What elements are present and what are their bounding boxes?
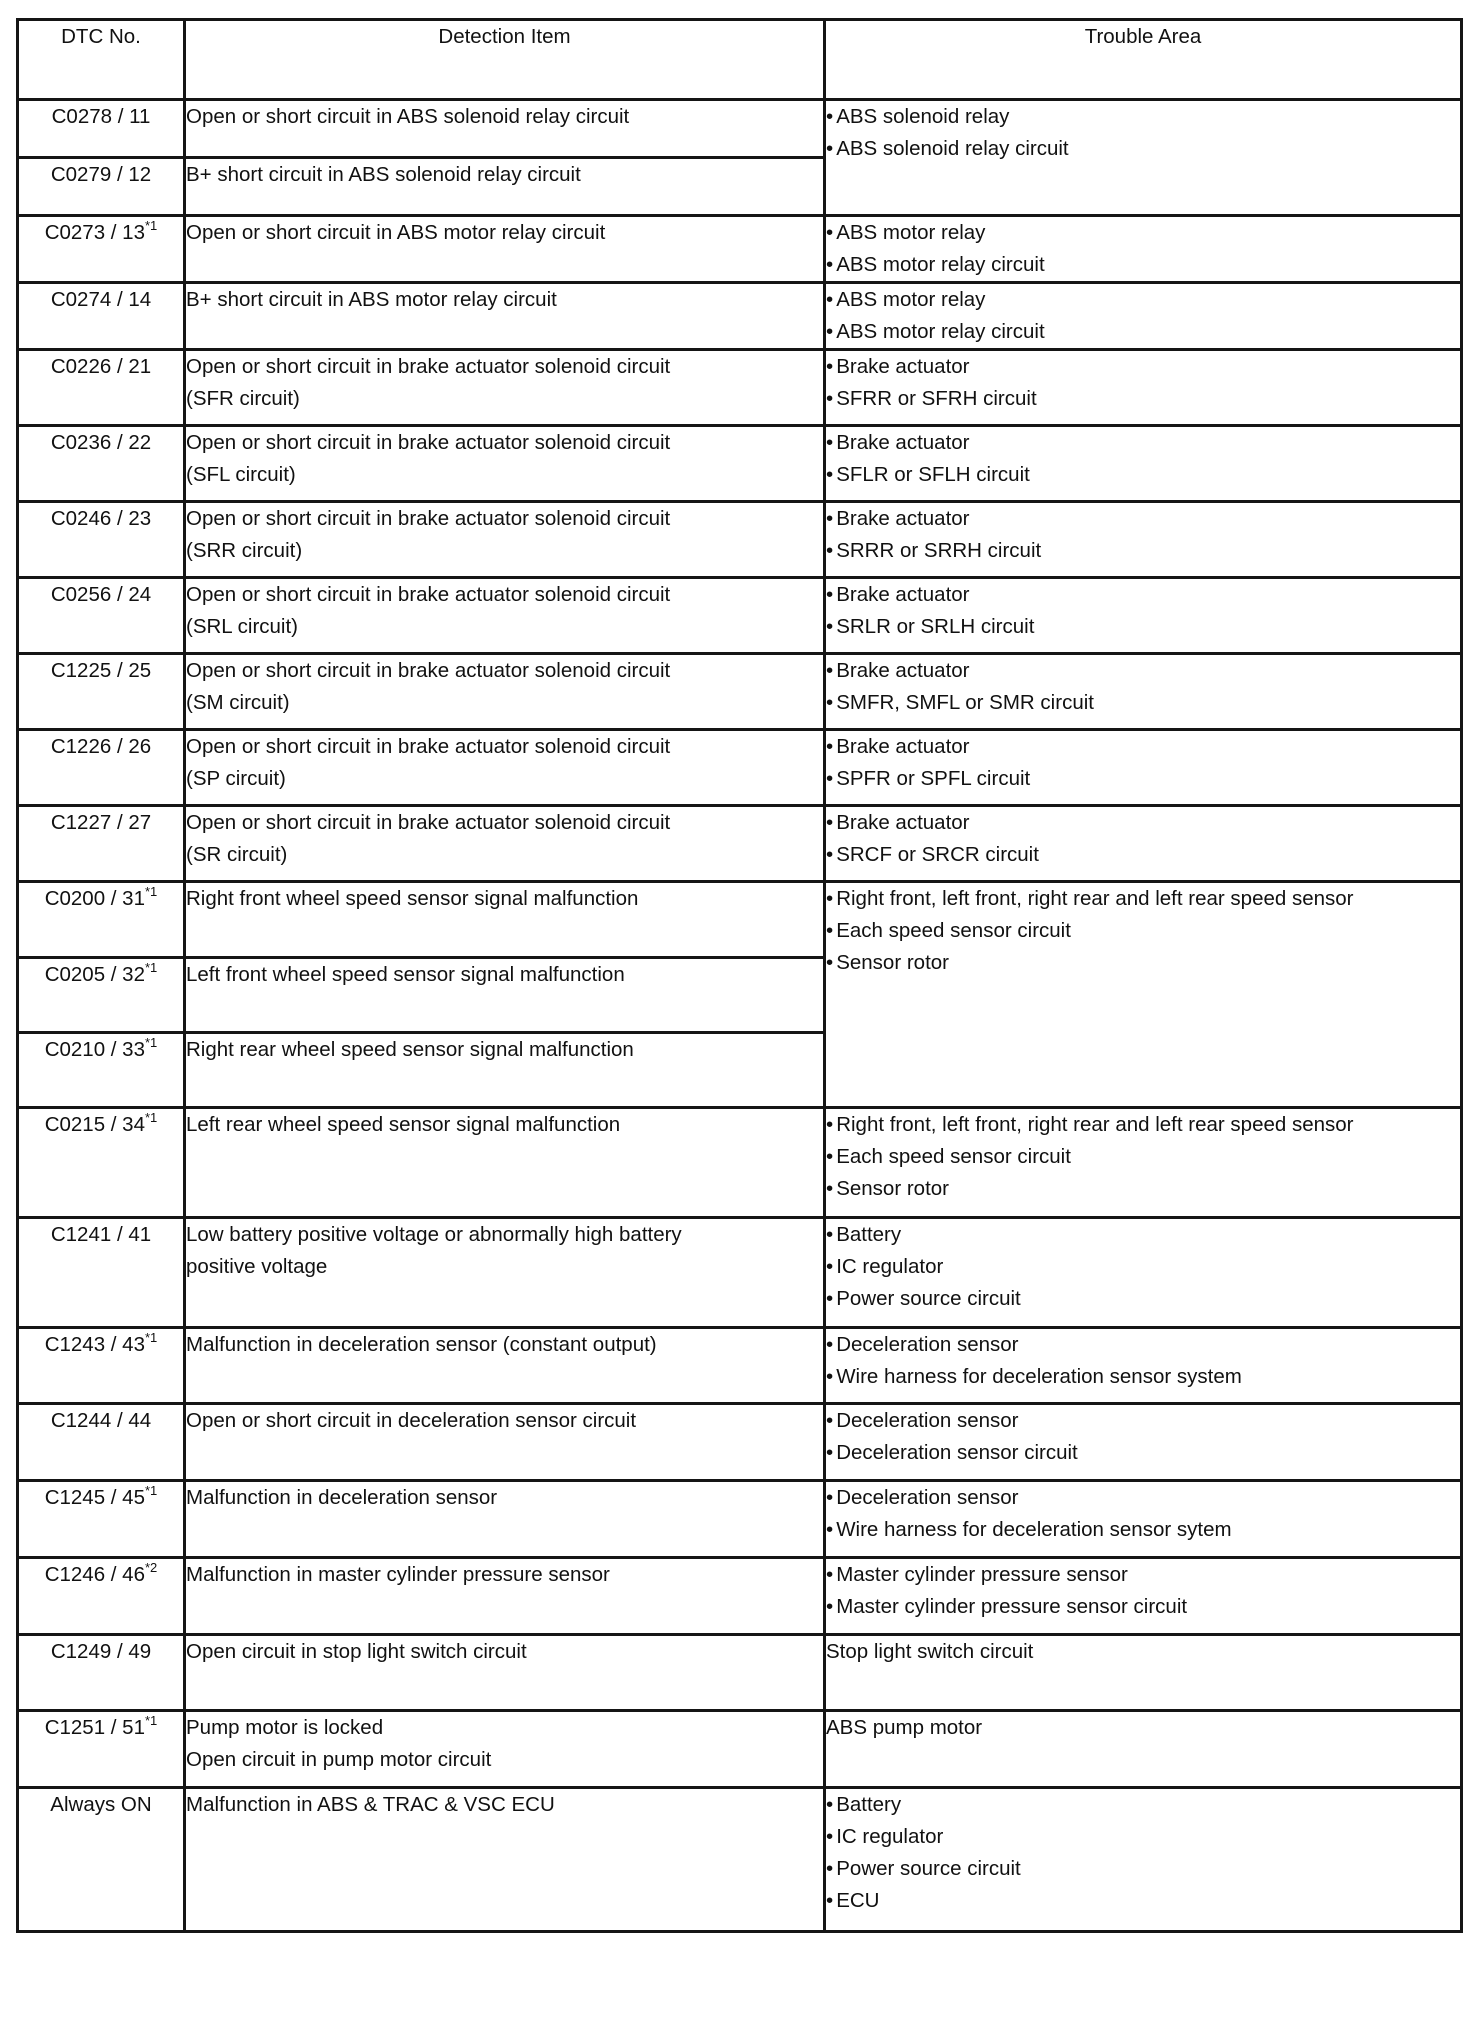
- trouble-area: [825, 426, 1462, 502]
- trouble-bullet: • ABS motor relay: [826, 284, 1460, 316]
- trouble-area: [825, 283, 1462, 350]
- detection-item: Open or short circuit in deceleration sensor circuit: [185, 1404, 825, 1481]
- trouble-bullet: • Right front, left front, right rear and left rear speed sensor: [826, 883, 1460, 915]
- table-row: [18, 806, 1462, 882]
- table-row: [18, 216, 1462, 283]
- trouble-bullet: • IC regulator: [826, 1821, 1460, 1853]
- trouble-area: [825, 1108, 1462, 1218]
- trouble-bullet: • Wire harness for deceleration sensor system: [826, 1361, 1460, 1393]
- trouble-bullet: • Power source circuit: [826, 1853, 1460, 1885]
- table-row: [18, 502, 1462, 578]
- trouble-bullet: • SRRR or SRRH circuit: [826, 535, 1460, 567]
- trouble-bullet: • SPFR or SPFL circuit: [826, 763, 1460, 795]
- dtc-number: C0205 / 32$^{*1}$: [18, 958, 185, 1033]
- trouble-bullet: • ABS solenoid relay circuit: [826, 133, 1460, 165]
- table-row: [18, 1481, 1462, 1558]
- trouble-bullet: • Each speed sensor circuit: [826, 1141, 1460, 1173]
- table-row: [18, 426, 1462, 502]
- table-row: [18, 730, 1462, 806]
- dtc-number: C0279 / 12: [18, 158, 185, 216]
- table-row: [18, 1218, 1462, 1328]
- trouble-bullet: • ABS solenoid relay: [826, 101, 1460, 133]
- trouble-bullet: • Sensor rotor: [826, 947, 1460, 979]
- detection-item: B+ short circuit in ABS motor relay circuit: [185, 283, 825, 350]
- detection-item: Open or short circuit in brake actuator solenoid circuit (SFR circuit): [185, 350, 825, 426]
- dtc-number: C0200 / 31$^{*1}$: [18, 882, 185, 958]
- trouble-bullet: • Battery: [826, 1789, 1460, 1821]
- trouble-area: [825, 1328, 1462, 1404]
- dtc-number: C1244 / 44: [18, 1404, 185, 1481]
- dtc-number: C0226 / 21: [18, 350, 185, 426]
- detection-item: Malfunction in ABS & TRAC & VSC ECU: [185, 1788, 825, 1932]
- dtc-number: C1226 / 26: [18, 730, 185, 806]
- trouble-bullet: • Each speed sensor circuit: [826, 915, 1460, 947]
- detection-item: Open or short circuit in ABS motor relay circuit: [185, 216, 825, 283]
- dtc-number: C1241 / 41: [18, 1218, 185, 1328]
- table-row: [18, 100, 1462, 158]
- dtc-number: C1225 / 25: [18, 654, 185, 730]
- dtc-table: [16, 18, 1463, 1933]
- trouble-bullet: • Wire harness for deceleration sensor sytem: [826, 1514, 1460, 1546]
- trouble-bullet: • ABS motor relay circuit: [826, 249, 1460, 281]
- trouble-bullet: • Brake actuator: [826, 655, 1460, 687]
- trouble-area: [825, 1218, 1462, 1328]
- trouble-bullet: • Deceleration sensor: [826, 1405, 1460, 1437]
- detection-item: Open circuit in stop light switch circuit: [185, 1635, 825, 1711]
- trouble-area: [825, 1404, 1462, 1481]
- detection-item: Right front wheel speed sensor signal malfunction: [185, 882, 825, 958]
- trouble-bullet: • Sensor rotor: [826, 1173, 1460, 1205]
- trouble-bullet: • IC regulator: [826, 1251, 1460, 1283]
- detection-item: Malfunction in master cylinder pressure sensor: [185, 1558, 825, 1635]
- table-row: [18, 1404, 1462, 1481]
- trouble-bullet: • Brake actuator: [826, 351, 1460, 383]
- header-detection-item: Detection Item: [185, 20, 825, 100]
- trouble-bullet: • SMFR, SMFL or SMR circuit: [826, 687, 1460, 719]
- dtc-number: C1243 / 43$^{*1}$: [18, 1328, 185, 1404]
- trouble-bullet: • Power source circuit: [826, 1283, 1460, 1315]
- trouble-bullet: • Deceleration sensor: [826, 1482, 1460, 1514]
- detection-item: Pump motor is locked Open circuit in pump motor circuit: [185, 1711, 825, 1788]
- dtc-number: C1245 / 45$^{*1}$: [18, 1481, 185, 1558]
- table-row: [18, 578, 1462, 654]
- table-row: [18, 1788, 1462, 1932]
- trouble-bullet: • Brake actuator: [826, 579, 1460, 611]
- detection-item: B+ short circuit in ABS solenoid relay circuit: [185, 158, 825, 216]
- trouble-bullet: • SRLR or SRLH circuit: [826, 611, 1460, 643]
- trouble-bullet: • ECU: [826, 1885, 1460, 1917]
- detection-item: Open or short circuit in brake actuator solenoid circuit (SRL circuit): [185, 578, 825, 654]
- header-dtc-no: DTC No.: [18, 20, 185, 100]
- detection-item: Open or short circuit in brake actuator solenoid circuit (SP circuit): [185, 730, 825, 806]
- trouble-bullet: • Brake actuator: [826, 503, 1460, 535]
- trouble-area: [825, 100, 1462, 216]
- trouble-area: [825, 578, 1462, 654]
- table-row: [18, 1328, 1462, 1404]
- dtc-number: C0210 / 33$^{*1}$: [18, 1033, 185, 1108]
- detection-item: Open or short circuit in brake actuator solenoid circuit (SRR circuit): [185, 502, 825, 578]
- detection-item: Left rear wheel speed sensor signal malfunction: [185, 1108, 825, 1218]
- trouble-area: [825, 654, 1462, 730]
- detection-item: Malfunction in deceleration sensor (constant output): [185, 1328, 825, 1404]
- trouble-area: [825, 730, 1462, 806]
- trouble-area: [825, 502, 1462, 578]
- trouble-area: [825, 1788, 1462, 1932]
- detection-item: Low battery positive voltage or abnormally high battery positive voltage: [185, 1218, 825, 1328]
- trouble-area: [825, 806, 1462, 882]
- trouble-bullet: • Brake actuator: [826, 427, 1460, 459]
- table-row: [18, 1711, 1462, 1788]
- trouble-bullet: • Deceleration sensor circuit: [826, 1437, 1460, 1469]
- dtc-number: C1251 / 51$^{*1}$: [18, 1711, 185, 1788]
- dtc-number: C0256 / 24: [18, 578, 185, 654]
- table-row: [18, 1558, 1462, 1635]
- trouble-bullet: • Right front, left front, right rear and left rear speed sensor: [826, 1109, 1460, 1141]
- detection-item: Left front wheel speed sensor signal malfunction: [185, 958, 825, 1033]
- detection-item: Open or short circuit in brake actuator solenoid circuit (SM circuit): [185, 654, 825, 730]
- trouble-bullet: • Master cylinder pressure sensor: [826, 1559, 1460, 1591]
- detection-item: Open or short circuit in brake actuator solenoid circuit (SR circuit): [185, 806, 825, 882]
- trouble-area: Stop light switch circuit: [825, 1635, 1462, 1711]
- dtc-number: C0274 / 14: [18, 283, 185, 350]
- detection-item: Malfunction in deceleration sensor: [185, 1481, 825, 1558]
- detection-item: Open or short circuit in brake actuator solenoid circuit (SFL circuit): [185, 426, 825, 502]
- table-row: [18, 1108, 1462, 1218]
- trouble-bullet: • Master cylinder pressure sensor circuit: [826, 1591, 1460, 1623]
- trouble-area: [825, 350, 1462, 426]
- trouble-area: [825, 1558, 1462, 1635]
- dtc-number: C1249 / 49: [18, 1635, 185, 1711]
- trouble-area: [825, 216, 1462, 283]
- dtc-number: C0273 / 13$^{*1}$: [18, 216, 185, 283]
- trouble-area: [825, 882, 1462, 1108]
- table-row: [18, 283, 1462, 350]
- detection-item: Open or short circuit in ABS solenoid relay circuit: [185, 100, 825, 158]
- table-row: [18, 654, 1462, 730]
- dtc-number: C0236 / 22: [18, 426, 185, 502]
- dtc-number: C1246 / 46$^{*2}$: [18, 1558, 185, 1635]
- dtc-number: C0278 / 11: [18, 100, 185, 158]
- trouble-bullet: • Brake actuator: [826, 807, 1460, 839]
- trouble-bullet: • ABS motor relay circuit: [826, 316, 1460, 348]
- trouble-area: ABS pump motor: [825, 1711, 1462, 1788]
- trouble-bullet: • Brake actuator: [826, 731, 1460, 763]
- dtc-number: Always ON: [18, 1788, 185, 1932]
- trouble-area: [825, 1481, 1462, 1558]
- trouble-bullet: • SFLR or SFLH circuit: [826, 459, 1460, 491]
- table-row: [18, 882, 1462, 958]
- dtc-number: C1227 / 27: [18, 806, 185, 882]
- detection-item: Right rear wheel speed sensor signal malfunction: [185, 1033, 825, 1108]
- trouble-bullet: • ABS motor relay: [826, 217, 1460, 249]
- trouble-bullet: • SFRR or SFRH circuit: [826, 383, 1460, 415]
- table-row: [18, 350, 1462, 426]
- dtc-number: C0246 / 23: [18, 502, 185, 578]
- header-trouble-area: Trouble Area: [825, 20, 1462, 100]
- table-row: [18, 1635, 1462, 1711]
- trouble-bullet: • Deceleration sensor: [826, 1329, 1460, 1361]
- trouble-bullet: • Battery: [826, 1219, 1460, 1251]
- dtc-number: C0215 / 34$^{*1}$: [18, 1108, 185, 1218]
- header-row: [18, 20, 1462, 100]
- trouble-bullet: • SRCF or SRCR circuit: [826, 839, 1460, 871]
